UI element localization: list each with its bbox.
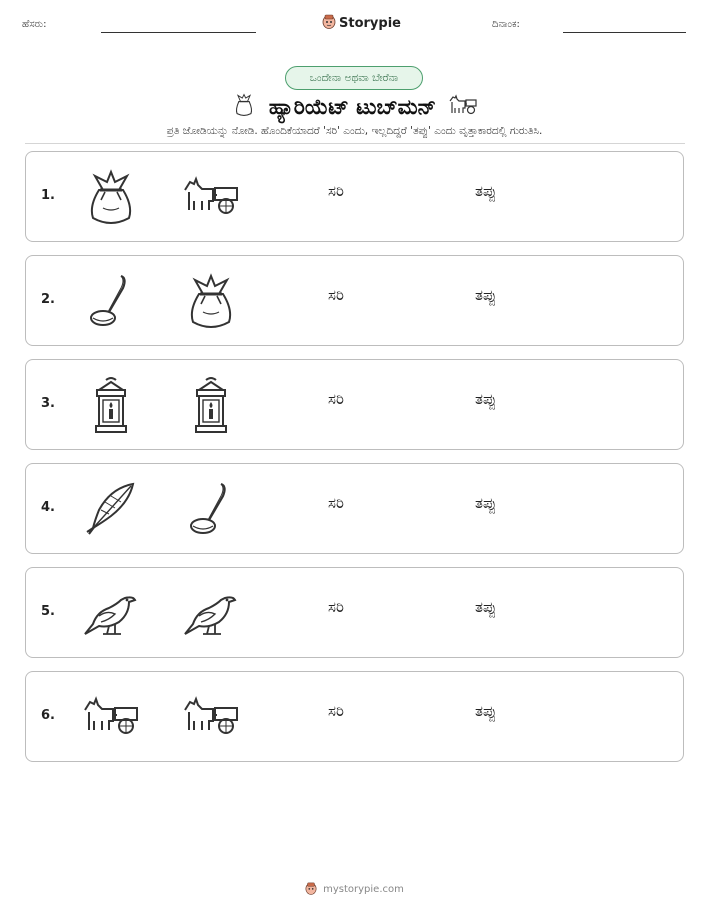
sack-icon — [231, 92, 257, 122]
question-row — [25, 567, 684, 658]
lantern-icon — [181, 376, 241, 436]
footer — [0, 880, 709, 899]
instructions: ಪ್ರತಿ ಜೋಡಿಯನ್ನು ನೋಡಿ. ಹೊಂದಿಕೆಯಾದರೆ 'ಸರಿ' ಎಂದು, ಇಲ್ಲದಿದ್ದರೆ 'ತಪ್ಪು' ಎಂದು ವೃತ್ತಾಕಾರದಲ್ಲಿ ಗುರುತಿಸಿ. — [166, 125, 543, 137]
storypie-mascot-icon — [305, 880, 317, 899]
question-number: 4. — [41, 500, 55, 515]
name-line[interactable] — [101, 32, 256, 33]
brand-logo — [322, 13, 401, 33]
true-option[interactable]: ಸರಿ — [328, 182, 344, 200]
true-option[interactable]: ಸರಿ — [328, 702, 344, 720]
storypie-mascot-icon — [322, 13, 336, 33]
question-number: 3. — [41, 396, 55, 411]
horse-cart-icon — [181, 688, 241, 748]
false-option[interactable]: ತಪ್ಪು — [475, 702, 497, 720]
question-number: 1. — [41, 188, 55, 203]
question-number: 6. — [41, 708, 55, 723]
sack-icon — [81, 168, 141, 228]
question-row — [25, 463, 684, 554]
false-option[interactable]: ತಪ್ಪು — [475, 390, 497, 408]
footer-url[interactable]: mystorypie.com — [323, 884, 404, 895]
question-row — [25, 151, 684, 242]
name-label: ಹೆಸರು: — [22, 19, 47, 30]
true-option[interactable]: ಸರಿ — [328, 286, 344, 304]
true-option[interactable]: ಸರಿ — [328, 390, 344, 408]
false-option[interactable]: ತಪ್ಪು — [475, 494, 497, 512]
question-row — [25, 255, 684, 346]
true-option[interactable]: ಸರಿ — [328, 598, 344, 616]
sack-icon — [181, 272, 241, 332]
date-label: ದಿನಾಂಕ: — [492, 19, 520, 30]
ladle-icon — [181, 480, 241, 540]
false-option[interactable]: ತಪ್ಪು — [475, 182, 497, 200]
false-option[interactable]: ತಪ್ಪು — [475, 286, 497, 304]
date-line[interactable] — [563, 32, 686, 33]
true-option[interactable]: ಸರಿ — [328, 494, 344, 512]
lantern-icon — [81, 376, 141, 436]
bird-icon — [81, 584, 141, 644]
horse-cart-icon — [81, 688, 141, 748]
question-row — [25, 359, 684, 450]
worksheet-type-badge: ಒಂದೇನಾ ಅಥವಾ ಬೇರೆನಾ — [285, 66, 423, 90]
title-row — [0, 92, 709, 122]
quill-icon — [81, 480, 141, 540]
divider — [25, 143, 685, 144]
page-title: ಹ್ಯಾರಿಯೆಟ್ ಟುಬ್‌ಮನ್ — [268, 94, 437, 119]
question-number: 5. — [41, 604, 55, 619]
horse-cart-icon — [448, 94, 478, 120]
brand-name: Storypie — [339, 15, 401, 31]
bird-icon — [181, 584, 241, 644]
ladle-icon — [81, 272, 141, 332]
false-option[interactable]: ತಪ್ಪು — [475, 598, 497, 616]
horse-cart-icon — [181, 168, 241, 228]
question-row — [25, 671, 684, 762]
question-number: 2. — [41, 292, 55, 307]
